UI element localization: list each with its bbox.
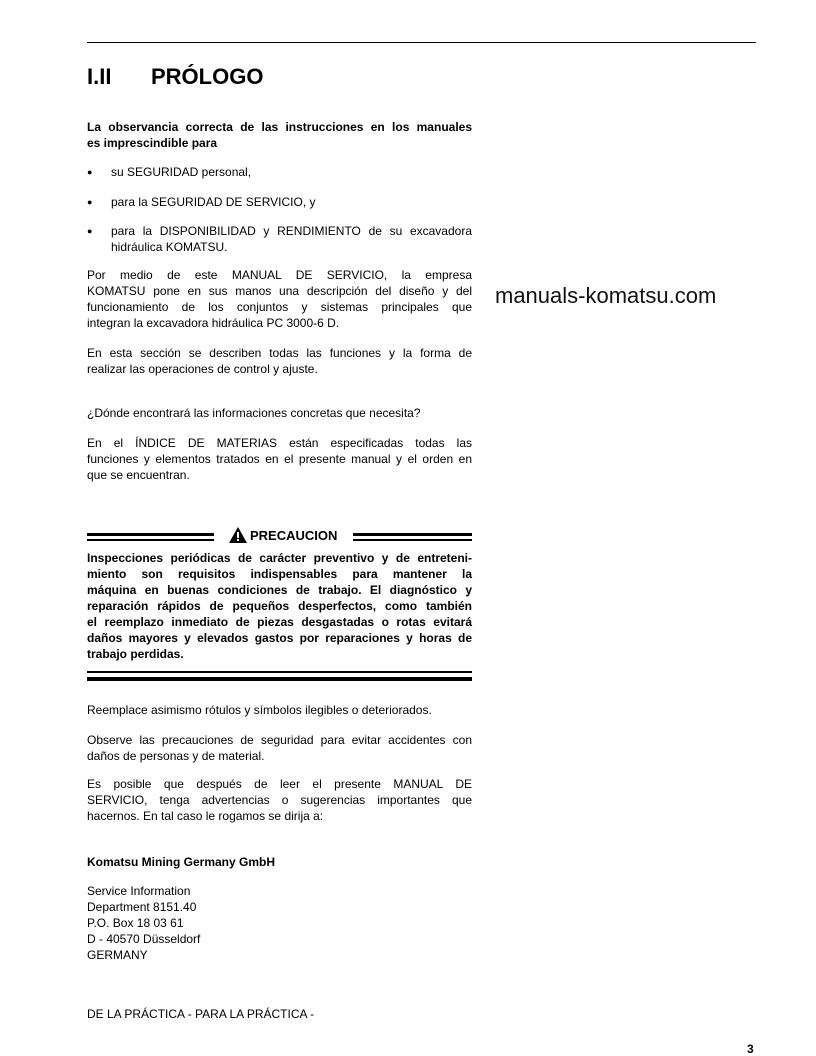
bullet-text: para la DISPONIBILIDAD y RENDIMIENTO de su excavadora bbox=[111, 224, 472, 238]
text-line: que se encuentran. bbox=[87, 468, 190, 482]
text-line: P.O. Box 18 03 61 bbox=[87, 916, 184, 930]
text-line: ¿Dónde encontrará las informaciones concretas que necesita? bbox=[87, 406, 421, 420]
section-number: I.II bbox=[87, 64, 112, 89]
text-line: Es posible que después de leer el presente MANUAL DE bbox=[87, 777, 472, 791]
text-line: reparación rápidos de pequeños desperfectos, como también bbox=[87, 599, 472, 613]
bullet-text: hidráulica KOMATSU. bbox=[111, 240, 228, 254]
caution-rule-right-2 bbox=[353, 539, 472, 541]
text-line: GERMANY bbox=[87, 948, 148, 962]
bullet-item bbox=[87, 164, 472, 180]
text-line: es imprescindible para bbox=[87, 136, 218, 150]
text-line: máquina en buenas condiciones de trabajo. El diagnóstico y bbox=[87, 583, 472, 597]
text-line: Observe las precauciones de seguridad para evitar accidentes con bbox=[87, 733, 472, 747]
page-number: 3 bbox=[747, 1042, 754, 1056]
text-line: D - 40570 Düsseldorf bbox=[87, 932, 201, 946]
caution-rule-bottom-2 bbox=[87, 677, 472, 681]
text-line: daños de personas y de material. bbox=[87, 749, 265, 763]
paragraph-section bbox=[87, 345, 472, 377]
text-line: integran la excavadora hidráulica PC 3000-6 D. bbox=[87, 316, 340, 330]
caution-rule-bottom bbox=[87, 671, 472, 673]
motto bbox=[87, 1006, 472, 1022]
text-line: Reemplace asimismo rótulos y símbolos ilegibles o deteriorados. bbox=[87, 703, 432, 717]
text-line: Inspecciones periódicas de carácter preventivo y de entreteni- bbox=[87, 551, 472, 565]
paragraph-observe bbox=[87, 732, 472, 764]
bullet-item bbox=[87, 194, 472, 210]
text-line: En el ÍNDICE DE MATERIAS están especificadas todas las bbox=[87, 436, 472, 450]
company-name bbox=[87, 854, 472, 870]
caution-rule-right bbox=[353, 533, 472, 536]
warning-triangle-icon bbox=[229, 527, 247, 543]
text-line: SERVICIO, tenga advertencias o sugerencias importantes que bbox=[87, 793, 472, 807]
text-line: realizar las operaciones de control y ajuste. bbox=[87, 362, 318, 376]
page-title: PRÓLOGO bbox=[151, 64, 264, 89]
text-line: miento son requisitos indispensables para mantener la bbox=[87, 567, 472, 581]
text-line: hacernos. En tal caso le rogamos se dirija a: bbox=[87, 809, 324, 823]
text-line: En esta sección se describen todas las funciones y la forma de bbox=[87, 346, 472, 360]
text-line: DE LA PRÁCTICA - PARA LA PRÁCTICA - bbox=[87, 1007, 315, 1021]
paragraph-question bbox=[87, 405, 472, 421]
text-line: Por medio de este MANUAL DE SERVICIO, la empresa bbox=[87, 268, 472, 282]
text-line: trabajo perdidas. bbox=[87, 647, 184, 661]
text-line: Department 8151.40 bbox=[87, 900, 197, 914]
bullet-text: su SEGURIDAD personal, bbox=[111, 165, 252, 179]
paragraph-replace bbox=[87, 702, 472, 718]
text-line: La observancia correcta de las instrucciones en los manuales bbox=[87, 120, 472, 134]
bullet-icon: ● bbox=[87, 167, 93, 177]
paragraph-intro-manual bbox=[87, 267, 472, 331]
intro-paragraph bbox=[87, 119, 472, 151]
bullet-item bbox=[87, 223, 472, 255]
text-line: funciones y elementos tratados en el presente manual y el orden en bbox=[87, 452, 472, 466]
bullet-text: para la SEGURIDAD DE SERVICIO, y bbox=[111, 195, 316, 209]
text-line: el reemplazo inmediato de piezas desgastadas o rotas evitará bbox=[87, 615, 472, 629]
text-line: Service Information bbox=[87, 884, 191, 898]
caution-header bbox=[229, 527, 337, 543]
caution-label: PRECAUCION bbox=[250, 527, 338, 543]
caution-rule-left-2 bbox=[87, 539, 214, 541]
paragraph-contact bbox=[87, 776, 472, 824]
address-block bbox=[87, 883, 472, 963]
text-line: Komatsu Mining Germany GmbH bbox=[87, 855, 276, 869]
watermark: manuals-komatsu.com bbox=[495, 283, 717, 308]
bullet-icon: ● bbox=[87, 226, 93, 236]
caution-rule-left bbox=[87, 533, 214, 536]
text-line: funcionamiento de los conjuntos y sistemas principales que bbox=[87, 300, 472, 314]
text-line: KOMATSU pone en sus manos una descripción del diseño y del bbox=[87, 284, 472, 298]
caution-text bbox=[87, 550, 472, 662]
text-line: daños mayores y elevados gastos por reparaciones y horas de bbox=[87, 631, 472, 645]
paragraph-index bbox=[87, 435, 472, 483]
bullet-icon: ● bbox=[87, 197, 93, 207]
header-rule bbox=[87, 42, 756, 43]
